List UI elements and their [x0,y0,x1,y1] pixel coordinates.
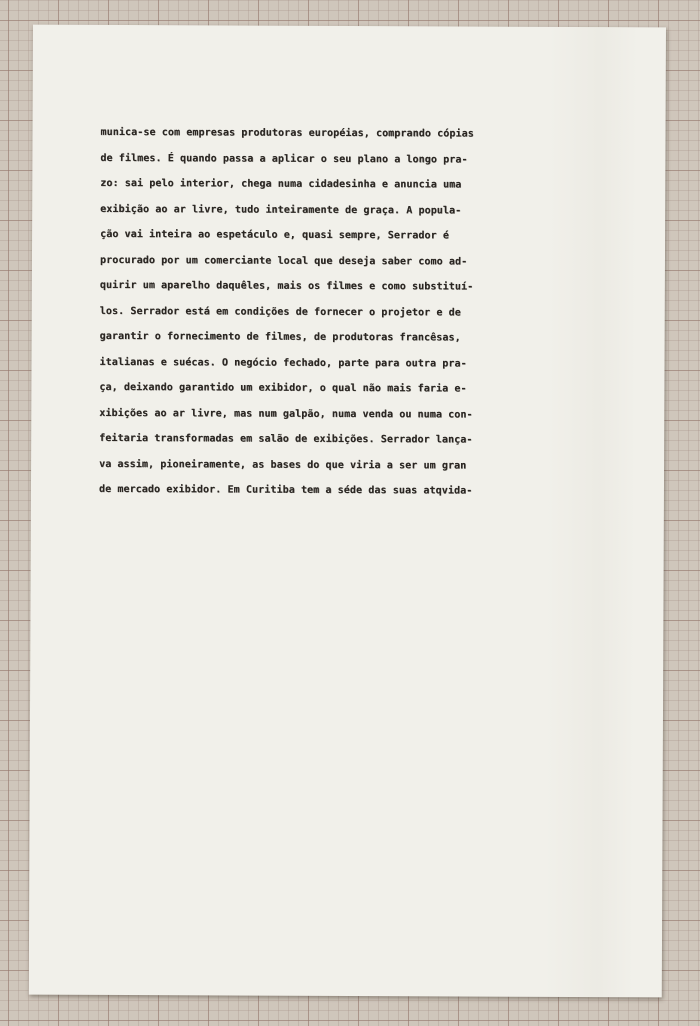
text-line: xibições ao ar livre, mas num galpão, numa venda ou numa con- [99,407,473,421]
text-line: ça, deixando garantido um exibidor, o qual não mais faria e- [99,381,467,395]
text-line: garantir o fornecimento de filmes, de produtoras francêsas, [99,330,461,344]
text-line: zo: sai pelo interior, chega numa cidadesinha e anuncia uma [100,177,462,191]
paper-sheet [29,25,666,998]
text-line: ção vai inteira ao espetáculo e, quasi sempre, Serrador é [100,228,449,242]
text-line: procurado por um comerciante local que deseja saber como ad- [99,254,468,268]
text-line: va assim, pioneiramente, as bases do que viria a ser um gran [99,458,467,472]
typewritten-paragraph [99,120,583,505]
text-line: munica-se com empresas produtoras européias, comprando cópias [100,126,474,140]
text-line: exibição ao ar livre, tudo inteiramente de graça. A popula- [100,203,462,216]
text-line: de mercado exibidor. Em Curitiba tem a séde das suas atqvida- [98,483,473,497]
text-line: feitaria transformadas em salão de exibições. Serrador lança- [99,432,473,446]
text-line: de filmes. É quando passa a aplicar o seu plano a longo pra- [100,152,468,166]
text-line: quirir um aparelho daquêles, mais os filmes e como substituí- [99,279,474,293]
text-line: italianas e suécas. O negócio fechado, parte para outra pra- [99,356,467,370]
text-line: los. Serrador está em condições de fornecer o projetor e de [99,305,461,318]
